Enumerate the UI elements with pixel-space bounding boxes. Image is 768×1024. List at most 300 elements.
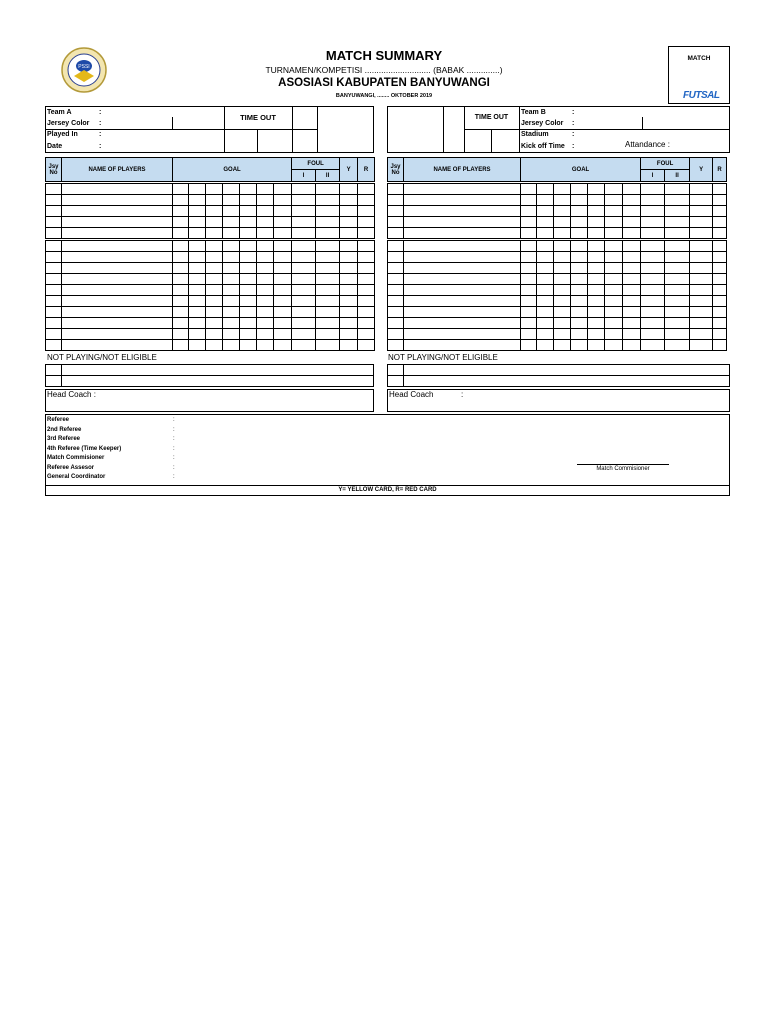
table-cell[interactable] <box>240 296 257 307</box>
table-cell[interactable] <box>665 274 690 285</box>
table-cell[interactable] <box>605 318 623 329</box>
table-cell[interactable] <box>62 274 173 285</box>
table-cell[interactable] <box>274 184 292 195</box>
table-cell[interactable] <box>316 274 340 285</box>
table-cell[interactable] <box>173 252 189 263</box>
table-cell[interactable] <box>340 307 358 318</box>
table-cell[interactable] <box>571 217 588 228</box>
table-cell[interactable] <box>571 184 588 195</box>
head-coach-b-box[interactable] <box>387 389 730 412</box>
table-cell[interactable] <box>713 252 727 263</box>
table-cell[interactable] <box>257 340 274 351</box>
table-cell[interactable] <box>521 206 537 217</box>
table-cell[interactable] <box>189 228 206 239</box>
table-cell[interactable] <box>223 329 240 340</box>
table-cell[interactable] <box>358 285 375 296</box>
table-cell[interactable] <box>340 263 358 274</box>
table-cell[interactable] <box>257 263 274 274</box>
table-cell[interactable] <box>173 307 189 318</box>
table-cell[interactable] <box>521 307 537 318</box>
table-cell[interactable] <box>240 228 257 239</box>
table-cell[interactable] <box>358 329 375 340</box>
table-cell[interactable] <box>713 228 727 239</box>
table-cell[interactable] <box>554 184 571 195</box>
table-cell[interactable] <box>690 296 713 307</box>
table-cell[interactable] <box>189 307 206 318</box>
table-cell[interactable] <box>46 195 62 206</box>
table-cell[interactable] <box>571 318 588 329</box>
table-cell[interactable] <box>173 206 189 217</box>
table-cell[interactable] <box>292 274 316 285</box>
table-cell[interactable] <box>358 252 375 263</box>
table-cell[interactable] <box>521 217 537 228</box>
table-cell[interactable] <box>571 195 588 206</box>
table-cell[interactable] <box>537 329 554 340</box>
table-cell[interactable] <box>240 241 257 252</box>
table-cell[interactable] <box>554 307 571 318</box>
table-cell[interactable] <box>537 195 554 206</box>
table-cell[interactable] <box>605 241 623 252</box>
table-cell[interactable] <box>223 296 240 307</box>
table-cell[interactable] <box>206 340 223 351</box>
table-cell[interactable] <box>641 329 665 340</box>
table-cell[interactable] <box>274 318 292 329</box>
table-cell[interactable] <box>521 274 537 285</box>
table-cell[interactable] <box>388 252 404 263</box>
table-cell[interactable] <box>358 195 375 206</box>
table-cell[interactable] <box>316 195 340 206</box>
table-cell[interactable] <box>189 274 206 285</box>
table-cell[interactable] <box>62 206 173 217</box>
table-cell[interactable] <box>173 285 189 296</box>
table-cell[interactable] <box>404 329 521 340</box>
table-cell[interactable] <box>623 241 641 252</box>
table-cell[interactable] <box>537 206 554 217</box>
table-cell[interactable] <box>340 296 358 307</box>
table-cell[interactable] <box>189 296 206 307</box>
table-cell[interactable] <box>206 217 223 228</box>
table-cell[interactable] <box>713 195 727 206</box>
table-cell[interactable] <box>521 195 537 206</box>
table-cell[interactable] <box>274 296 292 307</box>
table-cell[interactable] <box>257 329 274 340</box>
table-cell[interactable] <box>189 329 206 340</box>
table-cell[interactable] <box>623 184 641 195</box>
table-cell[interactable] <box>521 252 537 263</box>
table-cell[interactable] <box>388 329 404 340</box>
table-cell[interactable] <box>206 252 223 263</box>
table-cell[interactable] <box>713 285 727 296</box>
table-cell[interactable] <box>316 206 340 217</box>
table-cell[interactable] <box>223 184 240 195</box>
table-cell[interactable] <box>605 184 623 195</box>
table-cell[interactable] <box>690 184 713 195</box>
table-cell[interactable] <box>316 340 340 351</box>
table-cell[interactable] <box>605 340 623 351</box>
table-cell[interactable] <box>189 241 206 252</box>
table-cell[interactable] <box>665 206 690 217</box>
table-cell[interactable] <box>223 217 240 228</box>
table-cell[interactable] <box>665 296 690 307</box>
table-cell[interactable] <box>665 195 690 206</box>
table-cell[interactable] <box>713 307 727 318</box>
table-cell[interactable] <box>189 252 206 263</box>
table-cell[interactable] <box>62 195 173 206</box>
table-cell[interactable] <box>274 228 292 239</box>
table-cell[interactable] <box>316 241 340 252</box>
table-cell[interactable] <box>588 217 605 228</box>
table-cell[interactable] <box>274 329 292 340</box>
table-cell[interactable] <box>623 195 641 206</box>
table-cell[interactable] <box>605 228 623 239</box>
table-cell[interactable] <box>388 318 404 329</box>
table-cell[interactable] <box>257 274 274 285</box>
table-cell[interactable] <box>316 217 340 228</box>
table-cell[interactable] <box>257 184 274 195</box>
table-cell[interactable] <box>554 241 571 252</box>
table-cell[interactable] <box>388 340 404 351</box>
table-cell[interactable] <box>46 241 62 252</box>
table-cell[interactable] <box>404 228 521 239</box>
table-cell[interactable] <box>62 241 173 252</box>
table-cell[interactable] <box>605 217 623 228</box>
table-cell[interactable] <box>641 274 665 285</box>
table-cell[interactable] <box>240 263 257 274</box>
table-cell[interactable] <box>189 195 206 206</box>
table-cell[interactable] <box>641 206 665 217</box>
table-cell[interactable] <box>713 184 727 195</box>
table-cell[interactable] <box>46 274 62 285</box>
table-cell[interactable] <box>571 263 588 274</box>
table-cell[interactable] <box>690 228 713 239</box>
table-cell[interactable] <box>571 252 588 263</box>
table-cell[interactable] <box>46 184 62 195</box>
table-cell[interactable] <box>404 195 521 206</box>
table-cell[interactable] <box>388 184 404 195</box>
table-cell[interactable] <box>223 252 240 263</box>
table-cell[interactable] <box>240 184 257 195</box>
table-cell[interactable] <box>588 340 605 351</box>
table-cell[interactable] <box>665 217 690 228</box>
table-cell[interactable] <box>605 307 623 318</box>
table-cell[interactable] <box>605 274 623 285</box>
table-cell[interactable] <box>641 241 665 252</box>
table-cell[interactable] <box>588 228 605 239</box>
table-cell[interactable] <box>46 307 62 318</box>
table-cell[interactable] <box>554 263 571 274</box>
table-cell[interactable] <box>316 296 340 307</box>
table-cell[interactable] <box>223 307 240 318</box>
table-cell[interactable] <box>292 184 316 195</box>
table-cell[interactable] <box>206 329 223 340</box>
table-cell[interactable] <box>340 252 358 263</box>
table-cell[interactable] <box>292 195 316 206</box>
table-cell[interactable] <box>189 217 206 228</box>
table-cell[interactable] <box>189 285 206 296</box>
table-cell[interactable] <box>388 241 404 252</box>
table-cell[interactable] <box>388 195 404 206</box>
table-cell[interactable] <box>257 296 274 307</box>
table-cell[interactable] <box>274 241 292 252</box>
table-cell[interactable] <box>623 329 641 340</box>
table-cell[interactable] <box>641 285 665 296</box>
table-cell[interactable] <box>223 318 240 329</box>
table-cell[interactable] <box>257 252 274 263</box>
table-cell[interactable] <box>358 263 375 274</box>
table-cell[interactable] <box>521 285 537 296</box>
table-cell[interactable] <box>62 329 173 340</box>
table-cell[interactable] <box>641 340 665 351</box>
table-cell[interactable] <box>46 340 62 351</box>
table-cell[interactable] <box>46 206 62 217</box>
table-cell[interactable] <box>554 318 571 329</box>
table-cell[interactable] <box>537 274 554 285</box>
table-cell[interactable] <box>62 318 173 329</box>
table-cell[interactable] <box>521 329 537 340</box>
table-cell[interactable] <box>388 217 404 228</box>
table-cell[interactable] <box>713 329 727 340</box>
table-cell[interactable] <box>690 318 713 329</box>
table-cell[interactable] <box>358 274 375 285</box>
table-cell[interactable] <box>206 274 223 285</box>
table-cell[interactable] <box>46 318 62 329</box>
table-cell[interactable] <box>316 228 340 239</box>
table-cell[interactable] <box>571 285 588 296</box>
table-cell[interactable] <box>340 206 358 217</box>
table-cell[interactable] <box>571 296 588 307</box>
table-cell[interactable] <box>690 274 713 285</box>
table-cell[interactable] <box>62 184 173 195</box>
table-cell[interactable] <box>521 241 537 252</box>
table-cell[interactable] <box>554 252 571 263</box>
table-cell[interactable] <box>206 307 223 318</box>
table-cell[interactable] <box>292 263 316 274</box>
table-cell[interactable] <box>316 263 340 274</box>
table-cell[interactable] <box>404 217 521 228</box>
table-cell[interactable] <box>173 296 189 307</box>
table-cell[interactable] <box>537 184 554 195</box>
table-cell[interactable] <box>713 217 727 228</box>
table-cell[interactable] <box>713 340 727 351</box>
table-cell[interactable] <box>358 296 375 307</box>
table-cell[interactable] <box>605 263 623 274</box>
table-cell[interactable] <box>623 296 641 307</box>
table-cell[interactable] <box>62 263 173 274</box>
table-cell[interactable] <box>690 206 713 217</box>
table-cell[interactable] <box>537 296 554 307</box>
table-cell[interactable] <box>316 184 340 195</box>
table-cell[interactable] <box>292 285 316 296</box>
table-cell[interactable] <box>665 228 690 239</box>
table-cell[interactable] <box>358 217 375 228</box>
table-cell[interactable] <box>173 274 189 285</box>
table-cell[interactable] <box>665 252 690 263</box>
table-cell[interactable] <box>554 285 571 296</box>
table-cell[interactable] <box>292 340 316 351</box>
table-cell[interactable] <box>404 307 521 318</box>
table-cell[interactable] <box>223 195 240 206</box>
table-cell[interactable] <box>257 307 274 318</box>
table-cell[interactable] <box>223 206 240 217</box>
table-cell[interactable] <box>623 206 641 217</box>
table-cell[interactable] <box>240 329 257 340</box>
table-cell[interactable] <box>257 241 274 252</box>
table-cell[interactable] <box>274 307 292 318</box>
table-cell[interactable] <box>623 318 641 329</box>
table-cell[interactable] <box>605 285 623 296</box>
table-cell[interactable] <box>537 217 554 228</box>
table-cell[interactable] <box>340 217 358 228</box>
table-cell[interactable] <box>690 340 713 351</box>
table-cell[interactable] <box>223 340 240 351</box>
table-cell[interactable] <box>665 318 690 329</box>
table-cell[interactable] <box>521 184 537 195</box>
table-cell[interactable] <box>46 263 62 274</box>
table-cell[interactable] <box>240 206 257 217</box>
table-cell[interactable] <box>623 252 641 263</box>
table-cell[interactable] <box>605 195 623 206</box>
table-cell[interactable] <box>292 307 316 318</box>
table-cell[interactable] <box>537 340 554 351</box>
table-cell[interactable] <box>240 285 257 296</box>
table-cell[interactable] <box>358 241 375 252</box>
table-cell[interactable] <box>571 329 588 340</box>
table-cell[interactable] <box>713 274 727 285</box>
table-cell[interactable] <box>292 228 316 239</box>
table-cell[interactable] <box>358 318 375 329</box>
table-cell[interactable] <box>588 274 605 285</box>
table-cell[interactable] <box>554 340 571 351</box>
table-cell[interactable] <box>665 340 690 351</box>
table-cell[interactable] <box>358 307 375 318</box>
table-cell[interactable] <box>665 329 690 340</box>
table-cell[interactable] <box>623 340 641 351</box>
table-cell[interactable] <box>690 217 713 228</box>
table-cell[interactable] <box>257 217 274 228</box>
table-cell[interactable] <box>588 184 605 195</box>
table-cell[interactable] <box>690 329 713 340</box>
table-cell[interactable] <box>588 195 605 206</box>
table-cell[interactable] <box>274 217 292 228</box>
table-cell[interactable] <box>554 329 571 340</box>
table-cell[interactable] <box>571 228 588 239</box>
table-cell[interactable] <box>173 263 189 274</box>
table-cell[interactable] <box>641 296 665 307</box>
table-cell[interactable] <box>173 228 189 239</box>
table-cell[interactable] <box>340 184 358 195</box>
table-cell[interactable] <box>641 263 665 274</box>
table-cell[interactable] <box>274 206 292 217</box>
table-cell[interactable] <box>292 241 316 252</box>
table-cell[interactable] <box>605 329 623 340</box>
table-cell[interactable] <box>358 184 375 195</box>
table-cell[interactable] <box>537 228 554 239</box>
table-cell[interactable] <box>713 206 727 217</box>
table-cell[interactable] <box>358 340 375 351</box>
table-cell[interactable] <box>292 252 316 263</box>
table-cell[interactable] <box>223 285 240 296</box>
table-cell[interactable] <box>623 274 641 285</box>
table-cell[interactable] <box>521 340 537 351</box>
table-cell[interactable] <box>623 307 641 318</box>
table-cell[interactable] <box>690 263 713 274</box>
table-cell[interactable] <box>358 206 375 217</box>
table-cell[interactable] <box>189 263 206 274</box>
table-cell[interactable] <box>316 329 340 340</box>
table-cell[interactable] <box>537 252 554 263</box>
table-cell[interactable] <box>388 307 404 318</box>
table-cell[interactable] <box>713 241 727 252</box>
table-cell[interactable] <box>605 296 623 307</box>
table-cell[interactable] <box>240 252 257 263</box>
table-cell[interactable] <box>521 263 537 274</box>
table-cell[interactable] <box>571 340 588 351</box>
table-cell[interactable] <box>274 252 292 263</box>
table-cell[interactable] <box>713 318 727 329</box>
table-cell[interactable] <box>223 228 240 239</box>
table-cell[interactable] <box>571 206 588 217</box>
table-cell[interactable] <box>257 318 274 329</box>
table-cell[interactable] <box>388 228 404 239</box>
table-cell[interactable] <box>623 285 641 296</box>
table-cell[interactable] <box>62 217 173 228</box>
table-cell[interactable] <box>206 285 223 296</box>
table-cell[interactable] <box>554 228 571 239</box>
table-cell[interactable] <box>404 285 521 296</box>
table-cell[interactable] <box>554 217 571 228</box>
table-cell[interactable] <box>641 184 665 195</box>
table-cell[interactable] <box>690 252 713 263</box>
table-cell[interactable] <box>404 340 521 351</box>
table-cell[interactable] <box>62 340 173 351</box>
table-cell[interactable] <box>46 329 62 340</box>
table-cell[interactable] <box>257 228 274 239</box>
table-cell[interactable] <box>623 228 641 239</box>
table-cell[interactable] <box>46 217 62 228</box>
table-cell[interactable] <box>537 318 554 329</box>
table-cell[interactable] <box>257 285 274 296</box>
table-cell[interactable] <box>340 329 358 340</box>
table-cell[interactable] <box>62 307 173 318</box>
table-cell[interactable] <box>206 228 223 239</box>
table-cell[interactable] <box>588 263 605 274</box>
table-cell[interactable] <box>340 241 358 252</box>
table-cell[interactable] <box>240 274 257 285</box>
table-cell[interactable] <box>316 318 340 329</box>
table-cell[interactable] <box>537 263 554 274</box>
table-cell[interactable] <box>240 307 257 318</box>
table-cell[interactable] <box>206 263 223 274</box>
table-cell[interactable] <box>257 206 274 217</box>
table-cell[interactable] <box>240 318 257 329</box>
table-cell[interactable] <box>690 307 713 318</box>
table-cell[interactable] <box>358 228 375 239</box>
table-cell[interactable] <box>623 263 641 274</box>
table-cell[interactable] <box>588 285 605 296</box>
table-cell[interactable] <box>690 195 713 206</box>
table-cell[interactable] <box>189 318 206 329</box>
table-cell[interactable] <box>554 195 571 206</box>
table-cell[interactable] <box>173 184 189 195</box>
table-cell[interactable] <box>537 285 554 296</box>
table-cell[interactable] <box>62 285 173 296</box>
table-cell[interactable] <box>571 307 588 318</box>
table-cell[interactable] <box>62 296 173 307</box>
table-cell[interactable] <box>340 285 358 296</box>
table-cell[interactable] <box>46 296 62 307</box>
table-cell[interactable] <box>189 206 206 217</box>
table-cell[interactable] <box>292 217 316 228</box>
